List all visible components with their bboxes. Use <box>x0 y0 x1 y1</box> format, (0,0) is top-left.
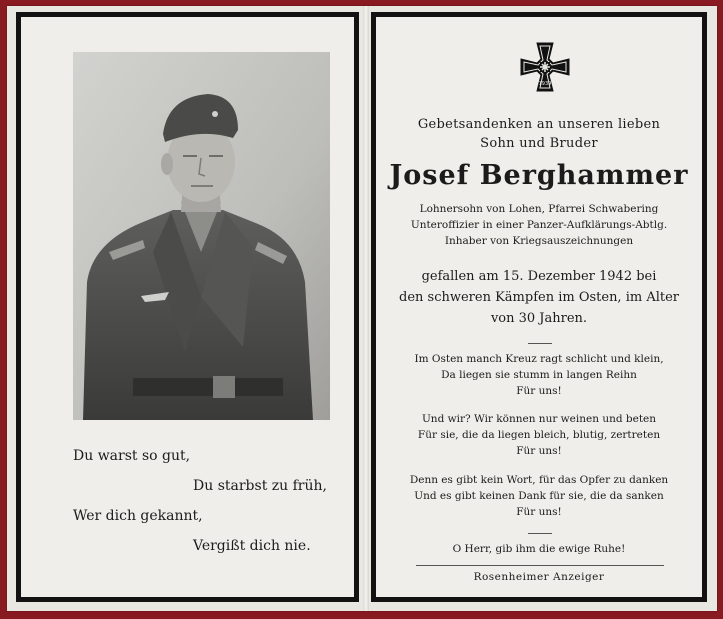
card-fold <box>363 6 369 611</box>
right-panel <box>371 12 707 602</box>
poem-line: Und es gibt keinen Dank für sie, die da sanken <box>414 490 664 502</box>
divider <box>528 343 552 344</box>
soldier-portrait-image <box>73 52 330 420</box>
soldier-photo <box>73 52 330 420</box>
poem-line: Für uns! <box>516 445 562 457</box>
death-line: von 30 Jahren. <box>490 311 588 326</box>
footer-rule <box>416 565 664 566</box>
poem-line: Denn es gibt kein Wort, für das Opfer zu danken <box>409 474 669 486</box>
deceased-name: Josef Berghammer <box>389 160 689 191</box>
intro-line: Sohn und Bruder <box>480 136 598 151</box>
verse-line: Vergißt dich nie. <box>193 538 311 554</box>
bio-line: Inhaber von Kriegsauszeichnungen <box>444 235 634 247</box>
prayer-line: O Herr, gib ihm die ewige Ruhe! <box>452 543 626 555</box>
memorial-card <box>7 6 717 611</box>
poem-line: Und wir? Wir können nur weinen und beten <box>421 413 657 425</box>
verse-line: Wer dich gekannt, <box>73 508 203 524</box>
death-line: gefallen am 15. Dezember 1942 bei <box>421 269 657 284</box>
iron-cross-icon <box>519 41 571 93</box>
bio-line: Lohnersohn von Lohen, Pfarrei Schwabering <box>419 203 659 215</box>
cross-year: 1939 <box>538 81 552 87</box>
poem-line: Für uns! <box>516 385 562 397</box>
poem-line: Für sie, die da liegen bleich, blutig, zertreten <box>417 429 661 441</box>
poem-line: Für uns! <box>516 506 562 518</box>
intro-line: Gebetsandenken an unseren lieben <box>417 117 661 132</box>
bio-line: Unteroffizier in einer Panzer-Aufklärungs-Abtlg. <box>410 219 668 231</box>
poem-line: Da liegen sie stumm in langen Reihn <box>441 369 637 381</box>
verse-line: Du warst so gut, <box>73 448 191 464</box>
left-verse <box>21 431 354 571</box>
poem-line: Im Osten manch Kreuz ragt schlicht und klein, <box>414 353 664 365</box>
death-line: den schweren Kämpfen im Osten, im Alter <box>399 290 679 305</box>
verse-line: Du starbst zu früh, <box>193 478 327 494</box>
left-panel <box>16 12 359 602</box>
publisher: Rosenheimer Anzeiger <box>473 571 605 583</box>
divider <box>528 533 552 534</box>
